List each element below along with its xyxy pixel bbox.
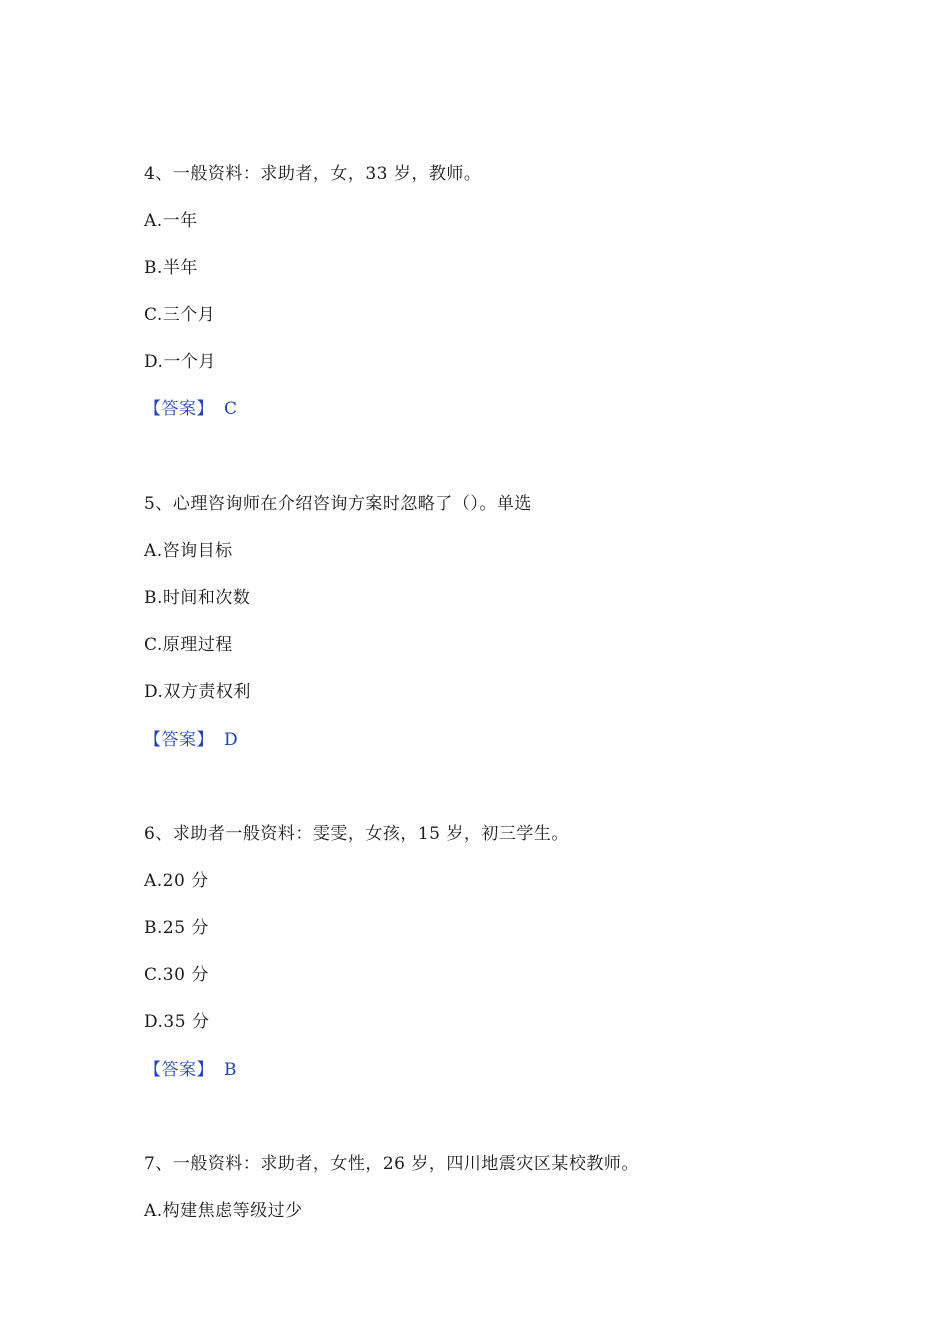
question-6-option-d: D.35 分 xyxy=(144,1012,210,1032)
answer-label: 【答案】 xyxy=(144,730,214,750)
answer-label: 【答案】 xyxy=(144,399,214,419)
question-6-option-c: C.30 分 xyxy=(144,965,209,985)
question-5-stem: 5、心理咨询师在介绍咨询方案时忽略了（）。单选 xyxy=(144,494,532,514)
question-7-stem: 7、一般资料：求助者，女性，26 岁，四川地震灾区某校教师。 xyxy=(144,1154,639,1174)
question-6-answer xyxy=(144,1060,237,1080)
answer-value: B xyxy=(224,1060,237,1080)
question-5-answer xyxy=(144,730,238,750)
question-4-option-d: D.一个月 xyxy=(144,352,216,372)
question-4-option-c: C.三个月 xyxy=(144,305,216,325)
question-4-answer xyxy=(144,399,238,419)
question-5-option-b: B.时间和次数 xyxy=(144,588,251,608)
question-7-option-a: A.构建焦虑等级过少 xyxy=(144,1201,303,1221)
answer-value: C xyxy=(224,399,238,419)
question-4-option-a: A.一年 xyxy=(144,211,198,231)
question-6-option-b: B.25 分 xyxy=(144,918,209,938)
question-6-option-a: A.20 分 xyxy=(144,871,209,891)
question-5-option-c: C.原理过程 xyxy=(144,635,233,655)
question-4-option-b: B.半年 xyxy=(144,258,198,278)
answer-label: 【答案】 xyxy=(144,1060,214,1080)
question-6-stem: 6、求助者一般资料：雯雯，女孩，15 岁，初三学生。 xyxy=(144,824,569,844)
answer-value: D xyxy=(224,730,239,750)
question-5-option-d: D.双方责权利 xyxy=(144,682,251,702)
question-4-stem: 4、一般资料：求助者，女，33 岁，教师。 xyxy=(144,164,482,184)
question-5-option-a: A.咨询目标 xyxy=(144,541,233,561)
